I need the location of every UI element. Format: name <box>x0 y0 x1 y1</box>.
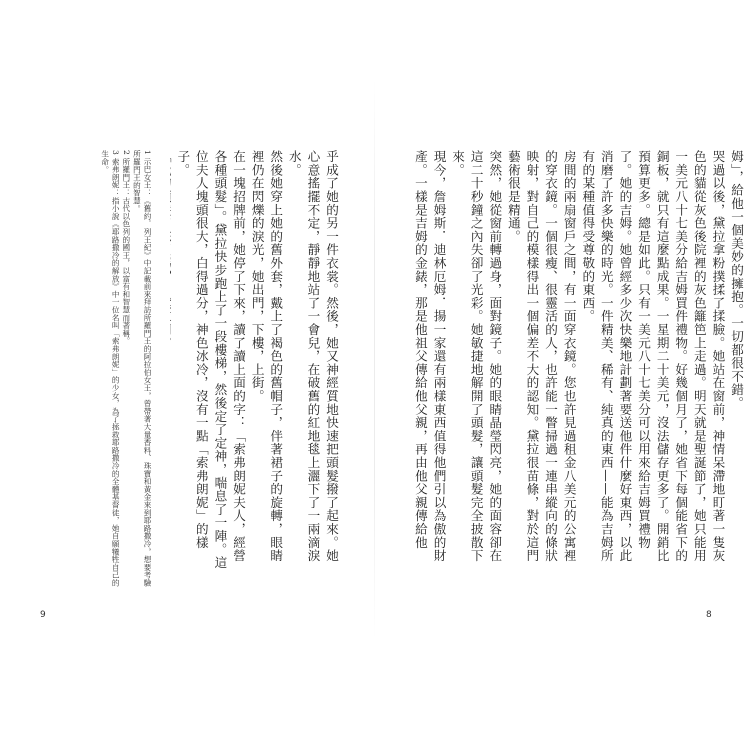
right-page-number: 8 <box>706 610 712 620</box>
footnotes: 1 示巴女王：《舊約．列王紀》中記載前來拜訪所羅門王的阿拉伯女王，曾帶著大量香料、珠寶和黃金來到耶路撒冷，想要考驗所羅門王的智慧。 2 所羅門王：古代以色列的國王，以富有和智慧而著稱。 3 索弗朗妮：指小說《耶路撒冷的解放》中一位名叫「索弗朗妮」的少女，為了拯救耶路撒冷的全體基督徒，她自願犧牲自己的生命。 <box>100 150 152 587</box>
right-page <box>375 0 750 750</box>
right-page-body-text: 姆」，給他一個美妙的擁抱。一切都很不錯。 哭過以後，黛拉拿粉撲揉了揉臉。她站在窗前，神情呆滯地盯著一隻灰色的貓從灰色後院裡的灰色籬笆上走過。明天就是聖誕節了，她只能用一美元八十七美分給吉姆買件禮物。好幾個月了，她省下每個能省下的銅板，就只有這麼點成果。一星期二十美元，沒法儲存更多了。開銷比預算更多。總是如此。只有一美元八十七美分可以用來給吉姆買禮物了。她的吉姆。她曾經多少次快樂地計劃著要送他件什麼好東西，以此消磨了許多快樂的時光。一件精美、稀有、純真的東西——能為吉姆所有的某種值得受尊敬的東西。 房間的兩扇窗戶之間，有一面穿衣鏡。您也許見過租金八美元的公寓裡的穿衣鏡。一個很瘦、很靈活的人，也許能一瞥掃過一連串縱向的條狀映射，對自己的模樣得出一個偏差不大的認知。黛拉很苗條，對於這門藝術很是精通。 突然，她從窗前轉過身，面對鏡子。她的眼睛晶瑩閃亮，她的面容卻在這二十秒鐘之內失卻了光彩。她敏捷地解開了頭髮，讓頭髮完全披散下來。 現今，詹姆斯．迪林厄姆．揚一家還有兩樣東西值得他們引以為傲的財產。一樣是吉姆的金錶，那是他祖父傳給他父親，再由他父親傳給他 <box>413 150 744 563</box>
left-page-body-text: 乎成了她的另一件衣裳。然後，她又神經質地快速把頭髮撥了起來。她心意搖擺不定，靜靜地站了一會兒，在破舊的紅地毯上灑下了一兩滴淚水。 然後她穿上她的舊外套，戴上了褐色的舊帽子，伴著裙子的旋轉，眼睛裡仍在閃爍的淚光，她出門，下樓，上街。 在一塊招牌前，她停了下來，讀了讀上面的字：「索弗朗妮夫人，經營各種頭髮」。黛拉快步跑上了一段樓梯，然後定了定神，喘息了一陣。這位夫人塊頭很大，白得過分，神色冰冷，沒有一點「索弗朗妮」的樣子。 <box>175 150 339 570</box>
left-page-number: 9 <box>40 610 46 620</box>
